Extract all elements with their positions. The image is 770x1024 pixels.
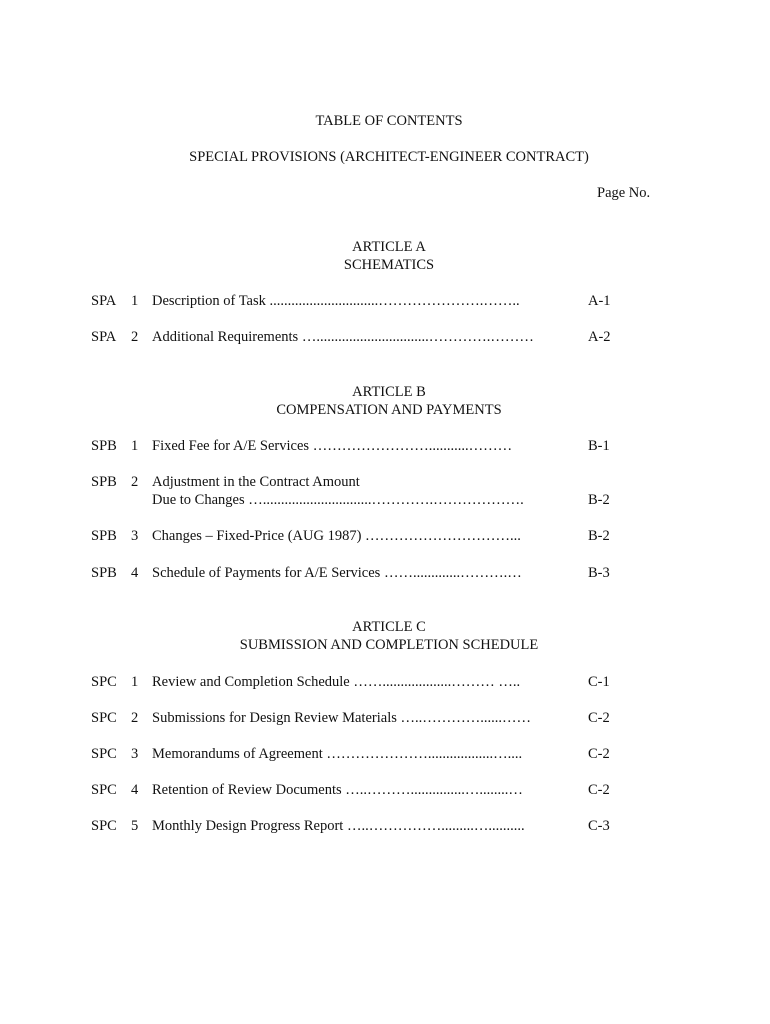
entry-title: Fixed Fee for A/E Services	[152, 438, 310, 454]
entry-number: 4	[131, 565, 139, 581]
entry-page: C-1	[588, 674, 610, 690]
entry-leader-dots: ……………………...........………	[312, 438, 513, 454]
article-a-subheading: SCHEMATICS	[343, 257, 435, 273]
entry-page: C-3	[588, 818, 610, 834]
entry-title-line	[152, 710, 531, 727]
entry-leader-dots: …………………………...	[365, 528, 521, 544]
entry-title: Changes – Fixed-Price (AUG 1987)	[152, 528, 362, 544]
entry-leader-dots: ……...................……… …..	[353, 674, 521, 690]
entry-code: SPC	[91, 782, 117, 798]
page-no-label: Page No.	[597, 185, 651, 201]
entry-leader-dots: …...............................………….………	[301, 329, 534, 345]
entry-code: SPA	[91, 329, 117, 345]
entry-code: SPC	[91, 710, 117, 726]
entry-page: C-2	[588, 710, 610, 726]
entry-leader-dots: …………………..................…....	[326, 746, 523, 762]
entry-number: 2	[131, 710, 139, 726]
entry-title: Submissions for Design Review Materials	[152, 710, 397, 726]
entry-page: C-2	[588, 746, 610, 762]
entry-title-line	[152, 565, 522, 582]
entry-title: Schedule of Payments for A/E Services	[152, 565, 381, 581]
entry-code: SPA	[91, 293, 117, 309]
entry-leader-dots: …..…………….........…..........	[346, 818, 525, 834]
entry-code: SPB	[91, 528, 117, 544]
entry-title-line	[152, 746, 522, 763]
entry-page: A-2	[588, 329, 611, 345]
entry-title-line	[152, 818, 525, 835]
toc-subtitle: SPECIAL PROVISIONS (ARCHITECT-ENGINEER CONTRACT)	[189, 149, 589, 165]
article-a-heading: ARTICLE A	[352, 239, 426, 255]
entry-leader-dots: …..............................………….……………….	[248, 492, 524, 508]
entry-title: Additional Requirements	[152, 329, 299, 345]
entry-number: 1	[131, 438, 139, 454]
entry-code: SPC	[91, 674, 117, 690]
entry-number: 4	[131, 782, 139, 798]
article-b-subheading: COMPENSATION AND PAYMENTS	[276, 402, 502, 418]
entry-code: SPB	[91, 474, 117, 490]
entry-number: 2	[131, 474, 139, 490]
entry-number: 1	[131, 674, 139, 690]
entry-title-line	[152, 438, 512, 455]
entry-number: 3	[131, 528, 139, 544]
entry-page: A-1	[588, 293, 611, 309]
entry-number: 2	[131, 329, 139, 345]
entry-number: 3	[131, 746, 139, 762]
entry-title: Memorandums of Agreement	[152, 746, 323, 762]
article-c-subheading: SUBMISSION AND COMPLETION SCHEDULE	[239, 637, 539, 653]
entry-title-line	[152, 782, 523, 799]
entry-code: SPB	[91, 438, 117, 454]
entry-page: B-3	[588, 565, 610, 581]
entry-title-continued: Due to Changes	[152, 492, 245, 508]
entry-leader-dots: ..............................………………….……..	[269, 293, 520, 309]
entry-page: B-2	[588, 528, 610, 544]
entry-title-line	[152, 528, 521, 545]
entry-page: C-2	[588, 782, 610, 798]
entry-leader-dots: …..…………......……	[400, 710, 531, 726]
entry-number: 5	[131, 818, 139, 834]
entry-leader-dots: …..………...............…........…	[345, 782, 523, 798]
entry-title: Monthly Design Progress Report	[152, 818, 344, 834]
entry-title: Adjustment in the Contract Amount	[152, 474, 360, 490]
entry-title: Description of Task	[152, 293, 266, 309]
entry-number: 1	[131, 293, 139, 309]
entry-code: SPC	[91, 818, 117, 834]
article-c-heading: ARTICLE C	[352, 619, 426, 635]
entry-code: SPC	[91, 746, 117, 762]
entry-page: B-2	[588, 492, 610, 508]
entry-title-line	[152, 293, 520, 310]
entry-title: Retention of Review Documents	[152, 782, 342, 798]
entry-title-line	[152, 674, 520, 691]
entry-code: SPB	[91, 565, 117, 581]
entry-title: Review and Completion Schedule	[152, 674, 350, 690]
article-b-heading: ARTICLE B	[352, 384, 426, 400]
entry-title-line	[152, 492, 524, 509]
toc-title: TABLE OF CONTENTS	[315, 113, 463, 129]
entry-leader-dots: …….............……….…	[383, 565, 522, 581]
entry-title-line	[152, 329, 534, 346]
entry-page: B-1	[588, 438, 610, 454]
